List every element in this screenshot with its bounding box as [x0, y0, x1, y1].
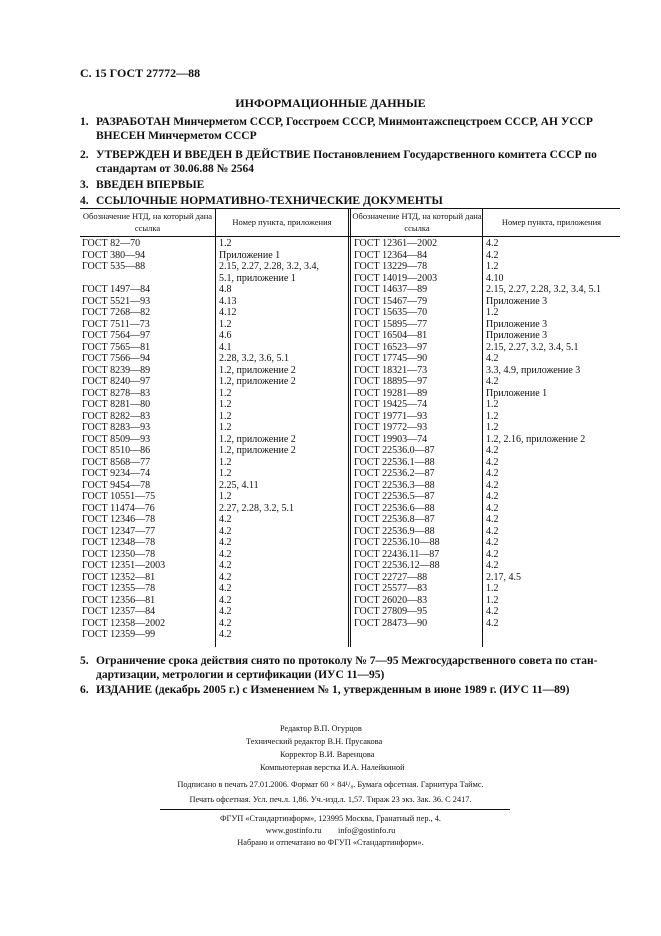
- item-number: 3.: [80, 179, 89, 191]
- table-cell-point: 1.2, приложение 2: [219, 433, 296, 445]
- table-cell-doc: ГОСТ 22536.10—88: [354, 537, 440, 548]
- item-text: [96, 148, 620, 176]
- item-line: ИЗДАНИЕ (декабрь 2005 г.) с Изменением № 1, утвержденным в июне 1989 г. (ИУС 11—89): [96, 684, 570, 696]
- table-cell-point: 1.2: [219, 422, 232, 433]
- table-cell-point: 1.2: [219, 387, 232, 399]
- table-cell-doc: ГОСТ 27809—95: [354, 606, 428, 617]
- table-cell-point: 4.2: [219, 583, 232, 594]
- table-cell-point: 1.2, приложение 2: [219, 376, 296, 387]
- corrector-line: Корректор В.И. Варенцова: [280, 750, 375, 759]
- item-line: ВВЕДЕН ВПЕРВЫЕ: [96, 179, 205, 191]
- table-cell-doc: ГОСТ 7564—97: [82, 330, 151, 341]
- table-cell-doc: ГОСТ 18895—97: [354, 376, 428, 387]
- table-cell-point: 4.2: [219, 571, 232, 583]
- table-cell-point: 2.17, 4.5: [486, 571, 521, 583]
- table-cell-point: 4.2: [486, 445, 499, 456]
- table-cell-doc: ГОСТ 14637—89: [354, 284, 428, 295]
- table-cell-point: Приложение 1: [486, 387, 548, 399]
- table-cell-point: Приложение 3: [486, 318, 548, 330]
- table-cell-point: 4.2: [219, 606, 232, 617]
- table-cell-point: 2.15, 2.27, 2.28, 3.2, 3.4, 5.1: [486, 284, 601, 295]
- table-cell-doc: ГОСТ 17745—90: [354, 353, 428, 364]
- table-cell-point: 1.2: [486, 594, 499, 606]
- table-cell-doc: ГОСТ 19903—74: [354, 433, 428, 445]
- layout-line: Компьютерная верстка И.А. Налейкиной: [260, 763, 405, 772]
- header-point-left: Номер пункта, приложения: [232, 217, 332, 227]
- table-cell-doc: ГОСТ 12364—84: [354, 249, 428, 261]
- table-cell-point: 4.2: [486, 525, 499, 537]
- table-cell-point: 4.2: [486, 502, 499, 514]
- table-cell-doc: ГОСТ 22536.1—88: [354, 456, 435, 468]
- table-cell-doc: ГОСТ 14019—2003: [354, 272, 438, 284]
- item-line: РАЗРАБОТАН Минчерметом СССР, Госстроем СССР, Минмонтажспецстроем СССР, АН УССР: [96, 116, 593, 128]
- table-cell-point: 4.2: [219, 594, 232, 606]
- table-cell-doc: ГОСТ 8282—83: [82, 410, 151, 422]
- table-cell-point: 4.2: [486, 491, 499, 502]
- table-cell-doc: ГОСТ 12348—78: [82, 537, 156, 548]
- table-cell-doc: ГОСТ 15467—79: [354, 295, 428, 307]
- table-cell-doc: ГОСТ 12352—81: [82, 571, 156, 583]
- table-cell-doc: ГОСТ 12351—2003: [82, 560, 166, 571]
- table-cell-point: Приложение 3: [486, 330, 548, 341]
- table-divider: [215, 208, 216, 647]
- item-text: [96, 194, 620, 208]
- table-cell-point: 3.3, 4.9, приложение 3: [486, 364, 581, 376]
- table-cell-point: 4.2: [219, 617, 232, 629]
- item-line: дартизации, метрологии и сертификации (ИУС 11—95): [96, 669, 385, 681]
- item-line: ССЫЛОЧНЫЕ НОРМАТИВНО-ТЕХНИЧЕСКИЕ ДОКУМЕНТЫ: [96, 195, 443, 207]
- table-cell-point: 4.2: [486, 249, 499, 261]
- print-line-2: Печать офсетная. Усл. печ.л. 1,86. Уч.-изд.л. 1,57. Тираж 23 экз. Зак. 36. С 2417.: [189, 795, 472, 804]
- table-cell-doc: ГОСТ 5521—93: [82, 295, 151, 307]
- item-text: [96, 683, 620, 697]
- table-cell-doc: ГОСТ 16504—81: [354, 330, 428, 341]
- table-cell-point: 1.2: [486, 307, 499, 318]
- separator-line: [160, 809, 510, 810]
- table-cell-point: 1.2: [219, 491, 232, 502]
- table-cell-point: 4.2: [486, 514, 499, 525]
- publisher-line-3: Набрано и отпечатано во ФГУП «Стандартинформ».: [237, 838, 424, 847]
- table-divider: [482, 208, 483, 647]
- table-cell-doc: ГОСТ 25577—83: [354, 583, 428, 594]
- item-number: 1.: [80, 116, 89, 128]
- table-cell-point: 4.2: [486, 606, 499, 617]
- table-cell-doc: ГОСТ 12358—2002: [82, 617, 166, 629]
- table-cell-doc: ГОСТ 8278—83: [82, 387, 151, 399]
- table-cell-doc: ГОСТ 8239—89: [82, 364, 151, 376]
- table-cell-doc: ГОСТ 10551—75: [82, 491, 156, 502]
- table-cell-doc: ГОСТ 380—94: [82, 249, 146, 261]
- table-cell-doc: ГОСТ 8509—93: [82, 433, 151, 445]
- table-cell-doc: ГОСТ 7565—81: [82, 341, 151, 353]
- table-cell-point: 4.2: [219, 548, 232, 560]
- reference-table: [80, 208, 620, 647]
- item-line: УТВЕРЖДЕН И ВВЕДЕН В ДЕЙСТВИЕ Постановлением Государственного комитета СССР по: [96, 149, 597, 161]
- table-cell-point: 4.6: [219, 330, 232, 341]
- table-cell-doc: ГОСТ 8568—77: [82, 456, 151, 468]
- item-line: стандартам от 30.06.88 № 2564: [96, 163, 255, 175]
- header-doc-right: Обозначение НТД, на который дана ссылка: [352, 211, 482, 233]
- table-cell-doc: ГОСТ 26020—83: [354, 594, 428, 606]
- table-cell-point: 4.2: [486, 537, 499, 548]
- right-doc-column: [354, 238, 440, 629]
- table-cell-doc: ГОСТ 8240—97: [82, 376, 151, 387]
- item-number: 5.: [80, 655, 89, 667]
- item-line: ВНЕСЕН Минчерметом СССР: [96, 130, 257, 142]
- table-cell-point: 1.2: [486, 399, 499, 410]
- table-cell-point: 4.12: [219, 307, 237, 318]
- left-doc-column: [82, 238, 165, 641]
- header-point-right: Номер пункта, приложения: [501, 217, 602, 227]
- table-cell-doc: ГОСТ 22436.11—87: [354, 548, 440, 560]
- table-cell-doc: ГОСТ 18321—73: [354, 364, 428, 376]
- table-cell-point: 4.2: [486, 353, 499, 364]
- table-cell-doc: ГОСТ 22536.5—87: [354, 491, 435, 502]
- table-cell-point: 5.1, приложение 1: [219, 272, 296, 284]
- table-cell-doc: ГОСТ 12357—84: [82, 606, 156, 617]
- table-cell-doc: ГОСТ 8281—80: [82, 399, 151, 410]
- item-text: [96, 654, 620, 682]
- table-cell-doc: ГОСТ 22536.8—87: [354, 514, 435, 525]
- table-cell-doc: ГОСТ 15895—77: [354, 318, 428, 330]
- table-cell-point: 1.2: [219, 456, 232, 468]
- table-cell-point: 4.2: [486, 548, 499, 560]
- table-cell-point: 4.2: [486, 376, 499, 387]
- table-cell-doc: ГОСТ 22536.12—88: [354, 560, 440, 571]
- table-cell-point: 1.2, приложение 2: [219, 364, 296, 376]
- table-cell-point: 1.2: [219, 468, 232, 479]
- table-cell-doc: ГОСТ 9454—78: [82, 479, 151, 491]
- item-number: 4.: [80, 195, 89, 207]
- table-cell-point: 2.27, 2.28, 3.2, 5.1: [219, 502, 294, 514]
- table-cell-point: 4.2: [486, 560, 499, 571]
- table-cell-doc: ГОСТ 22536.6—88: [354, 502, 435, 514]
- editor-line: Редактор В.П. Огурцов: [280, 724, 362, 733]
- header-doc-left: Обозначение НТД, на который дана ссылка: [82, 211, 213, 233]
- table-cell-doc: ГОСТ 12355—78: [82, 583, 156, 594]
- table-cell-doc: ГОСТ 13229—78: [354, 261, 428, 272]
- table-cell-point: 4.10: [486, 272, 504, 284]
- table-cell-doc: ГОСТ 19281—89: [354, 387, 428, 399]
- table-cell-point: 1.2: [219, 399, 232, 410]
- table-cell-doc: ГОСТ 82—70: [82, 238, 141, 249]
- section-title: ИНФОРМАЦИОННЫЕ ДАННЫЕ: [235, 96, 426, 110]
- table-center-divider: [348, 208, 351, 647]
- left-point-column: [219, 238, 319, 641]
- item-text: [96, 115, 620, 143]
- print-line-1: Подписано в печать 27.01.2006. Формат 60 × 84¹/₈. Бумага офсетная. Гарнитура Таймс.: [177, 780, 484, 789]
- table-cell-point: 1.2: [486, 261, 499, 272]
- table-cell-point: 4.8: [219, 284, 232, 295]
- table-cell-doc: [82, 273, 165, 285]
- table-cell-point: 1.2: [219, 410, 232, 422]
- table-cell-doc: ГОСТ 8510—86: [82, 445, 151, 456]
- publisher-line-1: ФГУП «Стандартинформ», 123995 Москва, Гранатный пер., 4.: [220, 814, 441, 823]
- table-cell-point: 2.28, 3.2, 3.6, 5.1: [219, 353, 289, 364]
- table-cell-doc: ГОСТ 9234—74: [82, 468, 151, 479]
- table-cell-point: 1.2, 2.16, приложение 2: [486, 433, 586, 445]
- table-cell-doc: ГОСТ 11474—76: [82, 502, 155, 514]
- table-cell-point: 4.2: [486, 617, 499, 629]
- table-cell-point: 4.2: [486, 468, 499, 479]
- item-number: 6.: [80, 684, 89, 696]
- table-cell-doc: ГОСТ 16523—97: [354, 341, 428, 353]
- table-cell-doc: ГОСТ 1497—84: [82, 284, 151, 295]
- table-cell-point: 4.2: [219, 514, 232, 525]
- table-cell-doc: ГОСТ 15635—70: [354, 307, 428, 318]
- table-cell-point: 4.2: [486, 456, 499, 468]
- item-number: 2.: [80, 149, 89, 161]
- tech-editor-line: Технический редактор В.Н. Прусакова: [246, 737, 383, 746]
- item-text: [96, 178, 620, 192]
- table-cell-doc: ГОСТ 22536.2—87: [354, 468, 435, 479]
- table-cell-doc: ГОСТ 535—88: [82, 261, 146, 272]
- table-cell-point: Приложение 3: [486, 295, 548, 307]
- table-cell-doc: ГОСТ 19771—93: [354, 410, 428, 422]
- page-header: С. 15 ГОСТ 27772—88: [80, 66, 201, 80]
- table-cell-point: 1.2: [219, 318, 232, 330]
- table-cell-point: 4.1: [219, 341, 232, 353]
- table-cell-doc: ГОСТ 12361—2002: [354, 238, 438, 249]
- table-cell-point: 2.25, 4.11: [219, 479, 259, 491]
- table-cell-point: 4.2: [219, 537, 232, 548]
- table-cell-doc: ГОСТ 28473—90: [354, 617, 428, 629]
- table-cell-doc: ГОСТ 7511—73: [82, 318, 150, 330]
- table-cell-point: 2.15, 2.27, 3.2, 3.4, 5.1: [486, 341, 579, 353]
- table-cell-doc: ГОСТ 8283—93: [82, 422, 151, 433]
- table-cell-point: 1.2: [486, 583, 499, 594]
- table-cell-doc: ГОСТ 19772—93: [354, 422, 428, 433]
- table-cell-doc: ГОСТ 12356—81: [82, 594, 156, 606]
- table-cell-doc: ГОСТ 7566—94: [82, 353, 151, 364]
- table-cell-doc: ГОСТ 12359—99: [82, 629, 156, 640]
- table-cell-point: Приложение 1: [219, 249, 281, 261]
- item-line: Ограничение срока действия снято по протоколу № 7—95 Межгосударственного совета по стан-: [96, 655, 598, 667]
- table-cell-doc: ГОСТ 19425—74: [354, 399, 428, 410]
- table-cell-point: 4.2: [219, 629, 232, 640]
- table-cell-point: 4.13: [219, 295, 237, 307]
- table-cell-doc: ГОСТ 12350—78: [82, 548, 156, 560]
- table-cell-doc: ГОСТ 12347—77: [82, 525, 156, 537]
- right-point-column: [486, 238, 601, 629]
- table-cell-doc: ГОСТ 12346—78: [82, 514, 156, 525]
- table-cell-point: 2.15, 2.27, 2.28, 3.2, 3.4,: [219, 261, 319, 272]
- table-cell-doc: ГОСТ 7268—82: [82, 307, 151, 318]
- table-cell-point: 4.2: [486, 479, 499, 491]
- table-cell-point: 1.2: [486, 410, 499, 422]
- table-cell-doc: ГОСТ 22536.0—87: [354, 445, 435, 456]
- table-cell-point: 4.2: [219, 525, 232, 537]
- table-cell-point: 4.2: [486, 238, 499, 249]
- table-cell-point: 1.2: [486, 422, 499, 433]
- table-cell-point: 1.2, приложение 2: [219, 445, 296, 456]
- table-cell-doc: ГОСТ 22536.3—88: [354, 479, 435, 491]
- table-cell-doc: ГОСТ 22727—88: [354, 571, 428, 583]
- publisher-line-2: www.gostinfo.ru info@gostinfo.ru: [265, 826, 396, 835]
- table-cell-point: 4.2: [219, 560, 232, 571]
- table-cell-point: 1.2: [219, 238, 232, 249]
- table-cell-doc: ГОСТ 22536.9—88: [354, 525, 435, 537]
